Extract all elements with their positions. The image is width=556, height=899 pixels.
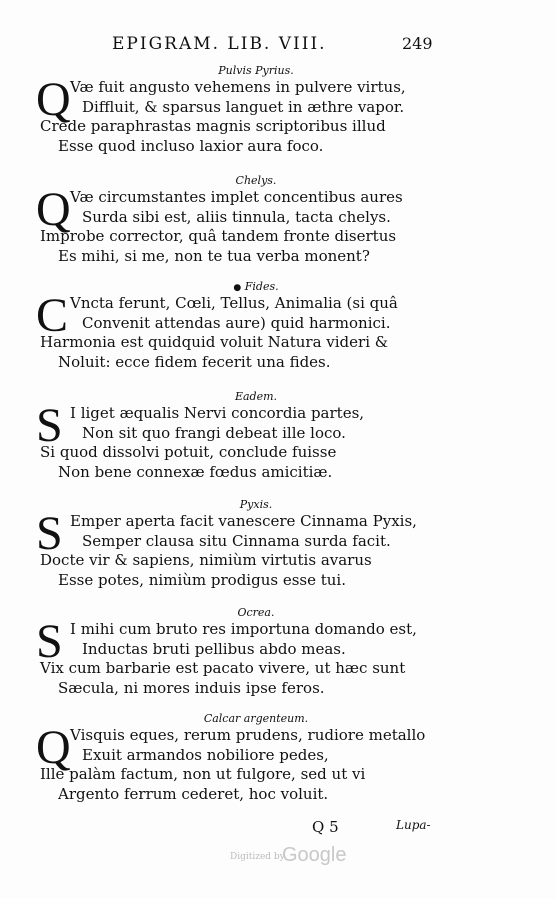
verse-line: Esse quod incluso laxior aura foco. — [58, 136, 324, 155]
epigram-body — [36, 615, 436, 698]
verse-line: Convenit attendas aure) quid harmonici. — [82, 313, 391, 332]
verse-line: I mihi cum bruto res importuna domando est, — [70, 620, 417, 638]
verse-line: Surda sibi est, aliis tinnula, tacta chelys. — [82, 207, 391, 226]
drop-cap: S — [36, 507, 63, 560]
drop-cap: S — [36, 615, 63, 668]
drop-cap: S — [36, 399, 63, 452]
verse-line: Docte vir & sapiens, nimiùm virtutis avarus — [40, 551, 372, 569]
epigram-pulvis-pyrius — [36, 64, 436, 156]
epigram-body — [36, 721, 436, 804]
epigram-title: Pyxis. — [239, 498, 273, 511]
drop-cap: Q — [36, 721, 71, 774]
verse-line: Argento ferrum cederet, hoc voluit. — [58, 784, 329, 803]
digitized-by-text: Digitized by — [230, 852, 285, 862]
verse-line: Ille palàm factum, non ut fulgore, sed ut vi — [40, 765, 366, 783]
verse-line: Visquis eques, rerum prudens, rudiore metallo — [70, 726, 426, 744]
epigram-fides — [36, 280, 436, 372]
epigram-body — [36, 507, 436, 590]
epigram-eadem — [36, 390, 436, 482]
verse-line: Non bene connexæ fœdus amicitiæ. — [58, 462, 333, 481]
verse-line: Emper aperta facit vanescere Cinnama Pyxis, — [70, 512, 417, 530]
verse-line: Es mihi, si me, non te tua verba monent? — [58, 246, 370, 265]
epigram-body — [36, 73, 436, 156]
epigram-title: Pulvis Pyrius. — [218, 64, 294, 77]
verse-line: Si quod dissolvi potuit, conclude fuisse — [40, 443, 337, 461]
epigram-chelys — [36, 174, 436, 266]
epigram-body — [36, 399, 436, 482]
drop-cap: C — [36, 289, 69, 342]
epigram-title: Eadem. — [234, 390, 278, 403]
epigram-title: Chelys. — [235, 174, 277, 187]
page-header — [112, 34, 452, 56]
verse-line: Væ circumstantes implet concentibus aures — [70, 188, 403, 206]
verse-line: Inductas bruti pellibus abdo meas. — [82, 639, 346, 658]
verse-line: Semper clausa situ Cinnama surda facit. — [82, 531, 391, 550]
signature-mark: Q 5 — [312, 818, 339, 836]
page-number: 249 — [402, 34, 433, 53]
epigram-title-text: Fides. — [244, 280, 279, 293]
verse-line: I liget æqualis Nervi concordia partes, — [70, 404, 365, 422]
verse-line: Sæcula, ni mores induis ipse feros. — [58, 678, 325, 697]
drop-cap: Q — [36, 183, 71, 236]
verse-line: Vix cum barbarie est pacato vivere, ut hæc sunt — [40, 659, 406, 677]
google-logo: Google — [282, 844, 347, 866]
epigram-ocrea — [36, 606, 436, 698]
running-head: EPIGRAM. LIB. VIII. — [112, 34, 327, 54]
epigram-title: Calcar argenteum. — [203, 712, 309, 725]
verse-line: Noluit: ecce fidem fecerit una fides. — [58, 352, 331, 371]
verse-line: Esse potes, nimiùm prodigus esse tui. — [58, 570, 346, 589]
verse-line: Exuit armandos nobiliore pedes, — [82, 745, 329, 764]
epigram-title — [36, 280, 436, 294]
verse-line: Diffluit, & sparsus languet in æthre vapor. — [82, 97, 405, 116]
verse-line: Harmonia est quidquid voluit Natura videri & — [40, 333, 389, 351]
epigram-body — [36, 183, 436, 266]
epigram-calcar-argenteum — [36, 712, 436, 804]
epigram-pyxis — [36, 498, 436, 590]
epigram-body — [36, 289, 436, 372]
verse-line: Non sit quo frangi debeat ille loco. — [82, 423, 346, 442]
section-marker: ● — [233, 283, 242, 293]
verse-line: Crede paraphrastas magnis scriptoribus illud — [40, 117, 386, 135]
verse-line: Improbe corrector, quâ tandem fronte disertus — [40, 227, 397, 245]
catchword: Lupa- — [396, 818, 431, 832]
verse-line: Vncta ferunt, Cœli, Tellus, Animalia (si quâ — [70, 294, 398, 312]
epigram-title: Ocrea. — [237, 606, 275, 619]
drop-cap: Q — [36, 73, 71, 126]
verse-line: Væ fuit angusto vehemens in pulvere virtus, — [70, 78, 406, 96]
